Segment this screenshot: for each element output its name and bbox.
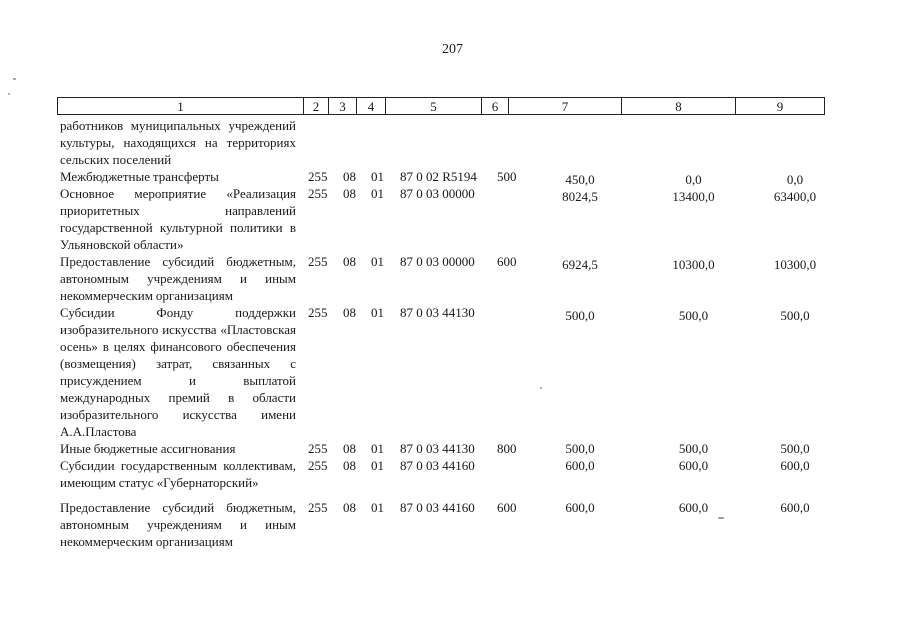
- row-amount-year2: 500,0: [678, 441, 709, 456]
- row-target-article: 87 0 03 44160: [400, 500, 475, 515]
- row-description: Межбюджетные трансферты: [60, 169, 219, 184]
- row-subsection: 01: [371, 500, 384, 515]
- column-header-9: 9: [736, 98, 825, 115]
- row-code: 255: [308, 305, 328, 320]
- row-section: 08: [343, 458, 356, 473]
- row-amount-year3: 63400,0: [773, 189, 817, 204]
- row-description: Субсидии Фонду поддержки изобразительного искусства «Пластовская осень» в целях финансового обеспечения (возмещения) затрат, связанных с присуждением и выплатой международных премий в области изобразительного искусства имени А.А.Пластова: [60, 305, 296, 439]
- row-amount-year3: 500,0: [780, 308, 810, 323]
- row-section: 08: [343, 254, 356, 269]
- row-amount-year3: 600,0: [780, 458, 810, 473]
- row-amount-year1: 6924,5: [562, 257, 598, 272]
- scan-artifact: [13, 78, 16, 80]
- column-header-6: 6: [482, 98, 509, 115]
- row-subsection: 01: [371, 441, 384, 456]
- row-amount-year1: 500,0: [565, 308, 595, 323]
- row-code: 255: [308, 169, 328, 184]
- table-row: [0, 253, 905, 304]
- row-description: Субсидии государственным коллективам, имеющим статус «Губернаторский»: [60, 458, 296, 490]
- row-code: 255: [308, 500, 328, 515]
- row-subsection: 01: [371, 254, 384, 269]
- row-amount-year1: 600,0: [565, 458, 595, 473]
- table-row: [0, 117, 905, 168]
- table-row: [0, 499, 905, 550]
- column-header-7: 7: [509, 98, 622, 115]
- row-expense-type: 600: [497, 254, 517, 269]
- column-header-2: 2: [304, 98, 329, 115]
- table-row: [0, 440, 905, 457]
- row-subsection: 01: [371, 186, 384, 201]
- column-header-8: 8: [622, 98, 736, 115]
- row-target-article: 87 0 03 44160: [400, 458, 475, 473]
- row-amount-year1: 600,0: [565, 500, 595, 515]
- row-section: 08: [343, 186, 356, 201]
- column-header-5: 5: [386, 98, 482, 115]
- row-amount-year1: 450,0: [565, 172, 595, 187]
- row-code: 255: [308, 458, 328, 473]
- row-expense-type: 800: [497, 441, 517, 456]
- column-header-4: 4: [357, 98, 386, 115]
- row-amount-year1: 500,0: [565, 441, 595, 456]
- row-section: 08: [343, 500, 356, 515]
- column-header-3: 3: [329, 98, 357, 115]
- table-row: [0, 185, 905, 253]
- table-row: [0, 457, 905, 491]
- row-code: 255: [308, 441, 328, 456]
- row-amount-year3: 600,0: [780, 500, 810, 515]
- row-target-article: 87 0 02 R5194: [400, 169, 477, 184]
- row-subsection: 01: [371, 458, 384, 473]
- row-expense-type: 600: [497, 500, 517, 515]
- page-number: 207: [442, 42, 463, 57]
- column-header-1: 1: [58, 98, 304, 115]
- column-header-row: [58, 98, 825, 115]
- row-target-article: 87 0 03 44130: [400, 441, 475, 456]
- row-amount-year1: 8024,5: [562, 189, 598, 204]
- scan-artifact: [718, 517, 724, 519]
- row-target-article: 87 0 03 00000: [400, 186, 475, 201]
- row-description: Иные бюджетные ассигнования: [60, 441, 236, 456]
- budget-table-body: [0, 117, 905, 550]
- table-row: [0, 304, 905, 440]
- row-description: работников муниципальных учреждений культуры, находящихся на территориях сельских поселений: [60, 118, 296, 167]
- row-section: 08: [343, 441, 356, 456]
- row-target-article: 87 0 03 00000: [400, 254, 475, 269]
- column-header-table: [57, 97, 825, 115]
- row-amount-year2: 600,0: [678, 458, 709, 473]
- row-amount-year3: 0,0: [786, 172, 804, 187]
- row-amount-year3: 10300,0: [773, 257, 817, 272]
- row-expense-type: 500: [497, 169, 517, 184]
- row-amount-year2: 13400,0: [672, 189, 715, 204]
- row-amount-year3: 500,0: [780, 441, 810, 456]
- row-description: Основное мероприятие «Реализация приоритетных направлений государственной культурной политики в Ульяновской области»: [60, 186, 296, 252]
- row-description: Предоставление субсидий бюджетным, автономным учреждениям и иным некоммерческим организациям: [60, 254, 296, 303]
- row-amount-year2: 500,0: [678, 308, 709, 323]
- scan-artifact: [540, 387, 542, 389]
- row-subsection: 01: [371, 169, 384, 184]
- table-row: [0, 168, 905, 185]
- row-description: Предоставление субсидий бюджетным, автономным учреждениям и иным некоммерческим организациям: [60, 500, 296, 549]
- row-amount-year2: 600,0: [678, 500, 709, 515]
- scan-artifact: [8, 93, 10, 95]
- row-amount-year2: 0,0: [685, 172, 702, 187]
- row-section: 08: [343, 169, 356, 184]
- row-subsection: 01: [371, 305, 384, 320]
- row-target-article: 87 0 03 44130: [400, 305, 475, 320]
- row-amount-year2: 10300,0: [672, 257, 715, 272]
- row-code: 255: [308, 186, 328, 201]
- row-code: 255: [308, 254, 328, 269]
- row-section: 08: [343, 305, 356, 320]
